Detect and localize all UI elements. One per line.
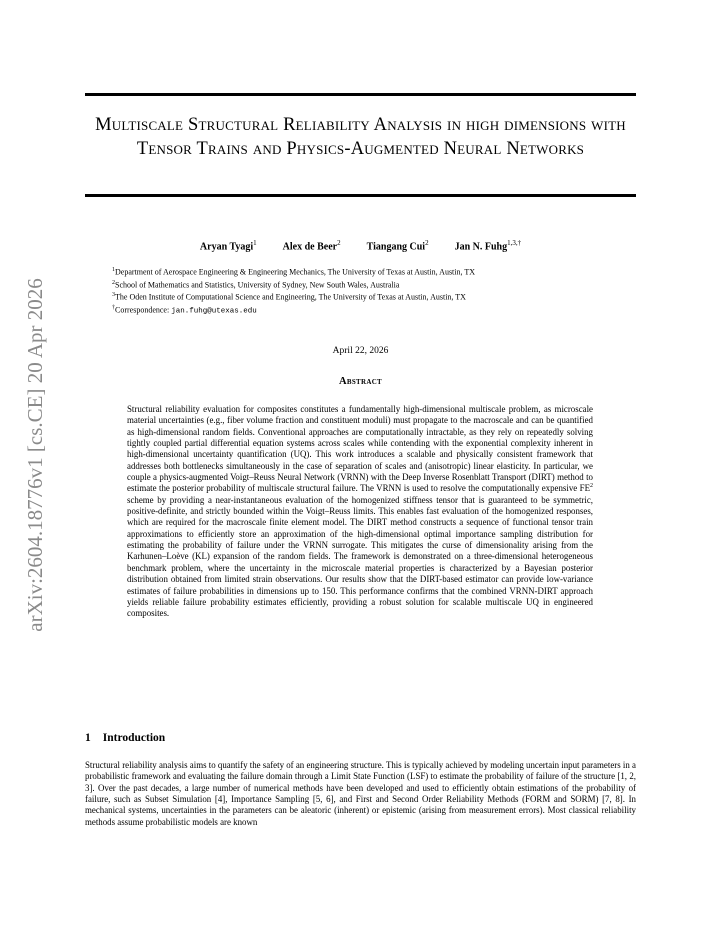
author: Alex de Beer$^2$: [282, 239, 341, 253]
arxiv-id[interactable]: arXiv:2604.18776v1 [cs.CE] 20 Apr 2026: [23, 278, 47, 632]
affiliation: $^1$Department of Aerospace Engineering & Engineering Mechanics, The University of Texas at Austin, Austin, TX: [112, 267, 476, 277]
affiliations: [112, 265, 632, 318]
abstract-body: Structural reliability evaluation for composites constitutes a fundamentally high-dimensional multiscale problem, as microscale material uncertainties (e.g., fiber volume fraction and constituent moduli) must propagate to the macroscale and can be quantified as high-dimensional random fields. Conventional approaches are computationally intractable, as they rely on repeatedly solving tightly coupled partial differential equation systems across scales while contending with the exponential complexity inherent in high-dimensional uncertainty quantification (UQ). This work introduces a scalable and physically consistent framework that addresses both bottlenecks simultaneously in the case of separation of scales and (anisotropic) linear elasticity. In particular, we couple a physics-augmented Voigt–Reuss Neural Network (VRNN) with the Deep Inverse Rosenblatt Transport (DIRT) method to estimate the posterior probability of multiscale structural failure. The VRNN is used to resolve the computationally expensive $FE^2$ scheme by providing a near-instantaneous evaluation of the homogenized stiffness tensor that is guaranteed to be symmetric, positive-definite, and strictly bounded within the Voigt–Reuss limits. This enables fast evaluation of the homogenized responses, which are required for the macroscale finite element model. The DIRT method constructs a sequence of functional tensor train approximations to efficiently store an approximation of the high-dimensional optimal importance sampling distribution for estimating the probability of failure under the VRNN surrogate. This mitigates the curse of dimensionality arising from the Karhunen–Loève (KL) expansion of the random fields. The framework is demonstrated on a three-dimensional heterogeneous benchmark problem, where the uncertainty in the microscale material properties is characterized by a Bayesian posterior distribution obtained from limited strain observations. Our results show that the DIRT-based estimator can provide low-variance estimates of failure probabilities in dimensions up to 150. This performance confirms that the combined VRNN-DIRT approach yields reliable failure probability estimates efficiently, providing a robust solution for scalable multiscale UQ in engineered composites.: [127, 404, 593, 619]
title-rule-top: [85, 93, 636, 96]
author: Jan N. Fuhg$^{1,3,\dagger}$: [454, 239, 522, 253]
author-list: [85, 239, 636, 252]
intro-paragraph: Structural reliability analysis aims to quantify the safety of an engineering structure. This is typically achieved by modeling uncertain input parameters in a probabilistic framework and evaluating the failure domain through a Limit State Function (LSF) to estimate the probability of failure of the structure [1, 2, 3]. Over the past decades, a large number of numerical methods have been developed and used to efficiently obtain estimations of the probability of failure, such as Subset Simulation [4], Importance Sampling [5, 6], and First and Second Order Reliability Methods (FORM and SORM) [7, 8]. In mechanical systems, uncertainties in the parameters can be aleatoric (inherent) or epistemic (arising from measurement errors). Most classical reliability methods assume probabilistic models are known: [85, 760, 636, 827]
author: Aryan Tyagi$^1$: [199, 239, 257, 253]
arxiv-stamp: [22, 260, 48, 650]
abstract-heading: Abstract: [338, 376, 383, 387]
section-heading: [85, 732, 165, 744]
date: April 22, 2026: [332, 346, 389, 356]
affiliation: $^2$School of Mathematics and Statistics, University of Sydney, New South Wales, Australia: [112, 279, 400, 290]
section-title: Introduction: [102, 732, 166, 744]
correspondence: †Correspondence: jan.fuhg@utexas.edu: [112, 304, 257, 316]
title-rule-bottom: [85, 194, 636, 197]
section-number: 1: [85, 732, 91, 744]
affiliation: $^3$The Oden Institute of Computational Science and Engineering, The University of Texas at Austin, Austin, TX: [112, 292, 466, 302]
email-link[interactable]: jan.fuhg@utexas.edu: [171, 307, 257, 316]
author: Tiangang Cui$^2$: [366, 239, 429, 253]
paper-title: Multiscale Structural Reliability Analysis in high dimensions with Tensor Trains and Physics-Augmented Neural Networks: [95, 115, 626, 159]
